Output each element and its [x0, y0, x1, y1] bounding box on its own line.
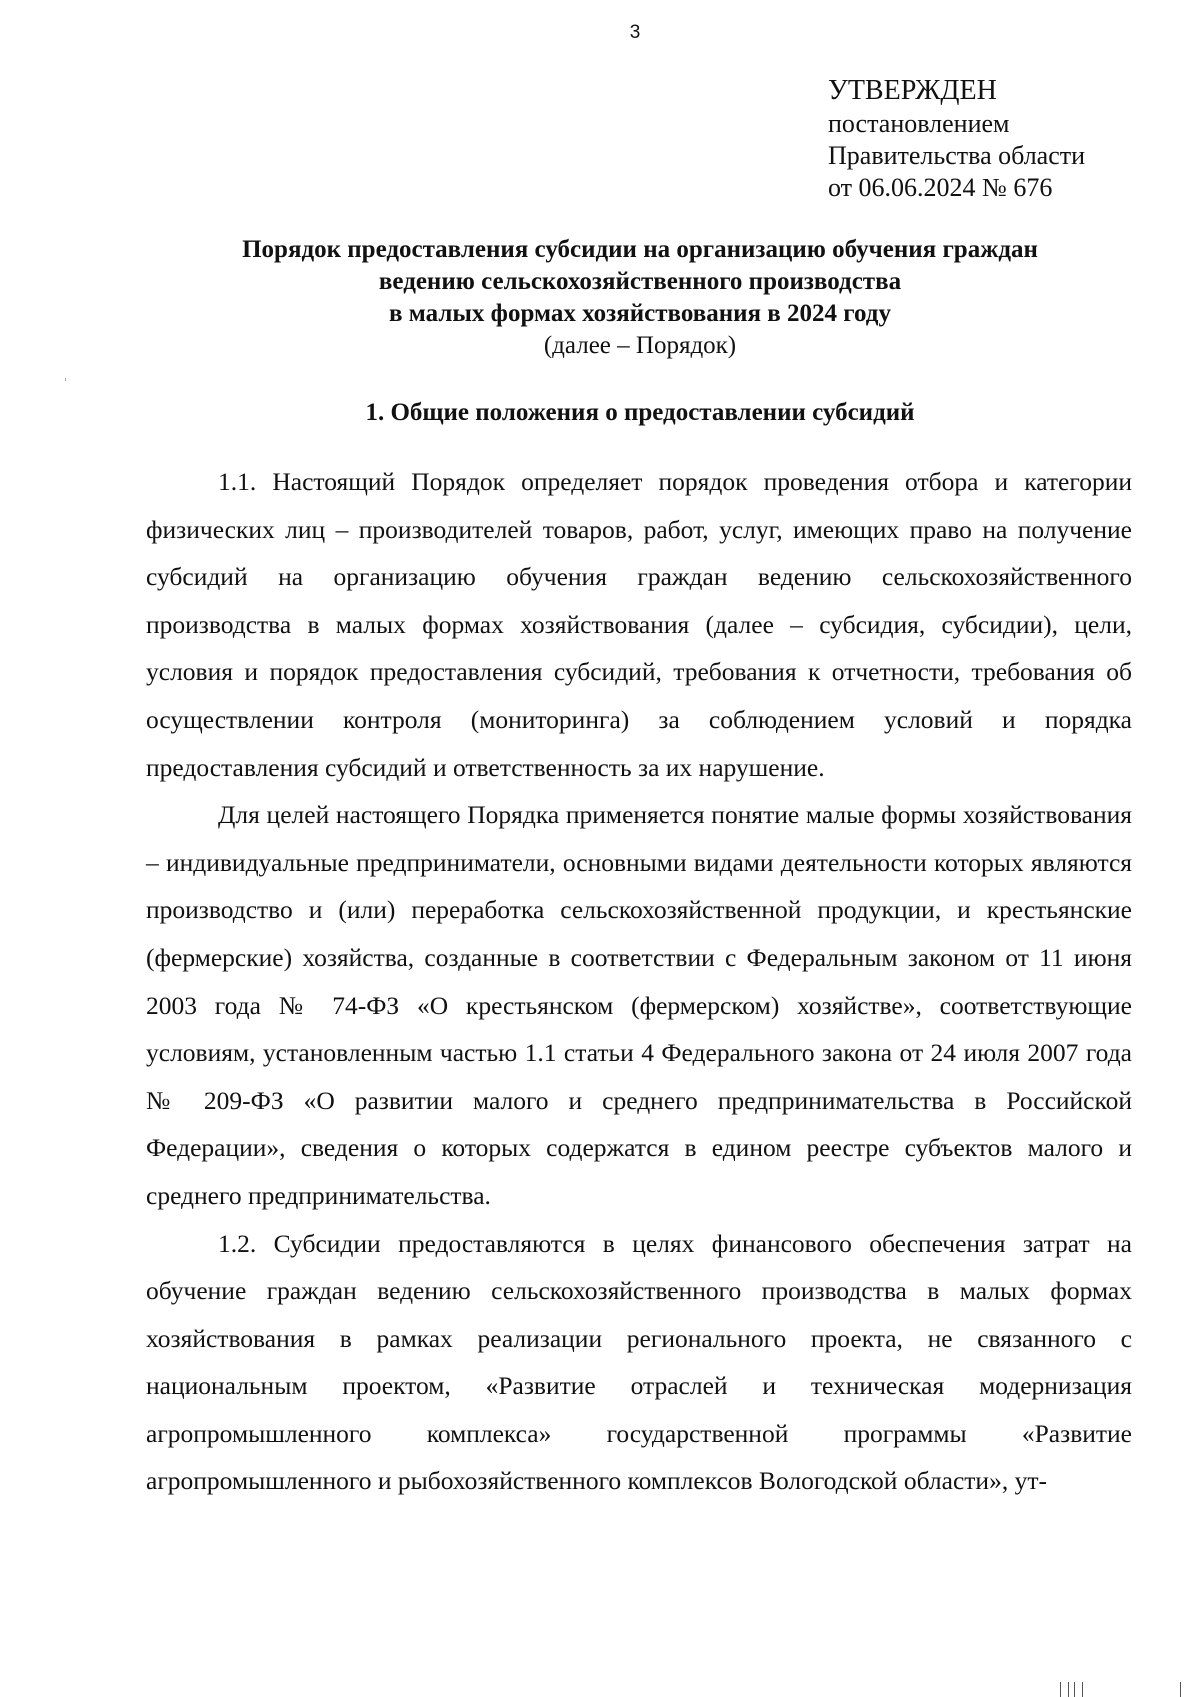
approval-line-1: постановлением — [828, 109, 1010, 138]
approval-stamp — [828, 74, 1085, 204]
title-line-3: в малых формах хозяйствования в 2024 году — [389, 300, 891, 327]
section-heading: 1. Общие положения о предоставлении субсидий — [365, 399, 915, 426]
title-line-2: ведению сельскохозяйственного производства — [378, 268, 902, 295]
approval-line-2: Правительства области — [828, 141, 1086, 170]
paragraph-1-1: 1.1. Настоящий Порядок определяет порядок проведения отбора и категории физических лиц – производителей товаров, работ, услуг, имеющих право на получение субсидий на организацию обучения граждан ведению сельскохозяйственного производства в малых формах хозяйствования (далее – субсидия, субсидии), цели, условия и порядок предоставления субсидий, требования к отчетности, требования об осуществлении контроля (мониторинга) за соблюдением условий и порядка предоставления субсидий и ответственность за их нарушение. — [146, 467, 1132, 782]
approval-title: УТВЕРЖДЕН — [828, 75, 997, 106]
approval-line-3: от 06.06.2024 № 676 — [828, 173, 1053, 202]
scan-marks — [1060, 1682, 1190, 1697]
title-line-4: (далее – Порядок) — [543, 332, 737, 359]
paragraph-1-2: 1.2. Субсидии предоставляются в целях финансового обеспечения затрат на обучение граждан ведению сельскохозяйственного производства в малых формах хозяйствования в рамках реализации регионального проекта, не связанного с национальным проектом, «Развитие отраслей и техническая модернизация агропромышленного комплекса» государственной программы «Развитие агропромышленного и рыбохозяйственного комплексов Вологодской области», ут- — [146, 1228, 1132, 1496]
paragraph-definition: Для целей настоящего Порядка применяется понятие малые формы хозяйствования – индивидуальные предприниматели, основными видами деятельности которых являются производство и (или) переработка сельскохозяйственной продукции, и крестьянские (фермерские) хозяйства, созданные в соответствии с Федеральным законом от 11 июня 2003 года № 74-ФЗ «О крестьянском (фермерском) хозяйстве», соответствующие условиям, установленным частью 1.1 статьи 4 Федерального закона от 24 июля 2007 года № 209-ФЗ «О развитии малого и среднего предпринимательства в Российской Федерации», сведения о которых содержатся в едином реестре субъектов малого и среднего предпринимательства. — [146, 800, 1132, 1210]
document-body — [146, 458, 1132, 1505]
document-title — [140, 234, 1140, 362]
scan-artifact — [65, 378, 66, 381]
page-number: 3 — [629, 22, 641, 43]
title-line-1: Порядок предоставления субсидии на организацию обучения граждан — [242, 236, 1038, 263]
